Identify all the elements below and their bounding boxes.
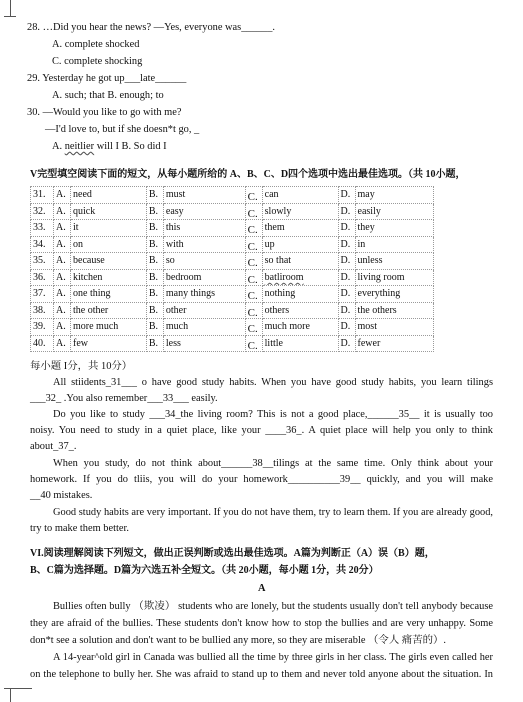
p4-line2: try to make them better. (30, 523, 129, 534)
option-d: they (355, 220, 433, 237)
option-b: bedroom (163, 269, 245, 286)
option-a: kitchen (71, 269, 147, 286)
option-letter-d: D. (338, 187, 355, 204)
option-letter-a: A. (54, 286, 71, 303)
option-letter-b: B. (146, 253, 163, 270)
option-d: living room (355, 269, 433, 286)
q30-options-wavy-word: neitlier (64, 141, 95, 152)
option-letter-b: B. (146, 236, 163, 253)
option-row-number: 40. (31, 335, 54, 352)
option-a: it (71, 220, 147, 237)
option-row (31, 269, 434, 286)
option-letter-d: D. (338, 335, 355, 352)
q28-option-c: C. complete shocking (52, 56, 143, 67)
option-b: with (163, 236, 245, 253)
option-letter-c-text: C. (247, 224, 258, 236)
option-letter-c (245, 269, 262, 286)
option-letter-c-text: C. (247, 306, 258, 319)
p2-line3: about_37_. (30, 441, 77, 452)
option-letter-d: D. (338, 286, 355, 303)
crop-mark-top-left-horizontal (4, 16, 16, 18)
option-row (31, 319, 434, 336)
option-letter-a: A. (54, 253, 71, 270)
option-b: less (163, 335, 245, 352)
option-a: because (71, 253, 147, 270)
option-row (31, 286, 434, 303)
option-c: up (262, 236, 338, 253)
option-letter-c-text: C. (247, 323, 258, 335)
option-letter-c (245, 253, 262, 270)
crop-mark-bottom-left (10, 688, 12, 702)
option-b: other (163, 302, 245, 319)
option-b: much (163, 319, 245, 336)
option-letter-a: A. (54, 269, 71, 286)
option-b: so (163, 253, 245, 270)
q29-options: A. such; that B. enough; to (52, 90, 164, 101)
option-b: must (163, 187, 245, 204)
p4-line1: Good study habits are very important. If you do not have them, try to learn them. If you are already good, (53, 507, 493, 518)
p3-line3: __40 mistakes. (30, 490, 93, 501)
option-letter-b: B. (146, 187, 163, 204)
option-letter-d: D. (338, 236, 355, 253)
cloze-options-table (30, 186, 434, 352)
option-letter-c (245, 220, 262, 237)
option-row (31, 335, 434, 352)
p3-line1: When you study, do not think about______38__tilings at the same time. Only think about your (53, 458, 493, 469)
option-row-number: 33. (31, 220, 54, 237)
section5-points: 每小题 I分，共 10分） (30, 361, 133, 372)
option-letter-c-text: C. (247, 257, 258, 269)
option-letter-b: B. (146, 302, 163, 319)
option-a: quick (71, 203, 147, 220)
option-row-number: 39. (31, 319, 54, 336)
option-letter-a: A. (54, 302, 71, 319)
crop-mark-bottom-left-horizontal (4, 688, 32, 690)
q28-option-a: A. complete shocked (52, 39, 140, 50)
option-letter-a: A. (54, 203, 71, 220)
option-a: one thing (71, 286, 147, 303)
option-letter-d: D. (338, 269, 355, 286)
option-c: others (262, 302, 338, 319)
question-29: 29. Yesterday he got up___late______ (27, 73, 187, 84)
q30-options (52, 140, 167, 153)
passage-a-line5: on the telephone to bully her. She was afraid to stand up to them and never told anyone about the situation. In (30, 669, 493, 680)
option-c: little (262, 335, 338, 352)
option-row (31, 236, 434, 253)
option-letter-d: D. (338, 253, 355, 270)
option-letter-d: D. (338, 203, 355, 220)
option-b: this (163, 220, 245, 237)
option-a: more much (71, 319, 147, 336)
option-row-number: 32. (31, 203, 54, 220)
option-b: easy (163, 203, 245, 220)
section5-heading: V完型填空阅读下面的短文，从每小题所给的 A、B、C、D四个选项中选出最佳选项。（共 10小题， (30, 169, 466, 180)
option-letter-b: B. (146, 203, 163, 220)
option-letter-a: A. (54, 319, 71, 336)
option-row-number: 37. (31, 286, 54, 303)
option-letter-c (245, 286, 262, 303)
option-letter-c (245, 236, 262, 253)
option-letter-d: D. (338, 220, 355, 237)
option-letter-c (245, 187, 262, 204)
option-letter-c-text: C. (247, 240, 258, 253)
p2-line1: Do you like to study ___34_the living room? This is not a good place,______35__ it is usually too (53, 409, 493, 420)
option-letter-d: D. (338, 319, 355, 336)
option-letter-a: A. (54, 236, 71, 253)
option-letter-b: B. (146, 286, 163, 303)
option-row-number: 35. (31, 253, 54, 270)
option-letter-a: A. (54, 187, 71, 204)
option-letter-b: B. (146, 220, 163, 237)
option-a: on (71, 236, 147, 253)
option-letter-c-text: C. (247, 207, 258, 220)
question-30: 30. —Would you like to go with me? (27, 107, 182, 118)
passage-a-line3: don*t see a solution and don't want to be bullied any more, so they are miserable （令人 痛苦的）. (30, 635, 446, 646)
option-row (31, 187, 434, 204)
option-letter-b: B. (146, 269, 163, 286)
option-d: most (355, 319, 433, 336)
option-row-number: 34. (31, 236, 54, 253)
q30-options-prefix: A. (52, 141, 65, 152)
option-letter-c-text: C. (247, 191, 258, 203)
p1-line1: All stiidents_31___ o have good study habits. When you have good study habits, you learn tilings (53, 377, 493, 388)
option-c: so that (262, 253, 338, 270)
option-letter-a: A. (54, 335, 71, 352)
passage-label: A (258, 583, 266, 594)
question-28: 28. …Did you hear the news? —Yes, everyone was______. (27, 22, 275, 33)
option-a: the other (71, 302, 147, 319)
option-row (31, 253, 434, 270)
option-d: easily (355, 203, 433, 220)
option-a: need (71, 187, 147, 204)
q30-options-suffix: will I B. So did I (94, 141, 167, 152)
option-b: many things (163, 286, 245, 303)
option-letter-c-text: C. (247, 290, 258, 302)
crop-mark-top-left (10, 0, 12, 16)
option-d: everything (355, 286, 433, 303)
option-row (31, 220, 434, 237)
option-letter-c-text: C. (247, 273, 258, 286)
option-letter-c (245, 319, 262, 336)
p3-line2: homework. If you do tliis, you will do your homework__________39__ quickly, and you will make (30, 474, 493, 485)
option-c: nothing (262, 286, 338, 303)
option-c: much more (262, 319, 338, 336)
option-letter-c (245, 335, 262, 352)
option-letter-c (245, 203, 262, 220)
option-d: the others (355, 302, 433, 319)
section6-heading-line1: VI.阅读理解阅读下列短文，做出正误判断或选出最佳选项。A篇为判断正（A）误（B）题， (30, 548, 435, 559)
option-d: may (355, 187, 433, 204)
option-a: few (71, 335, 147, 352)
option-row (31, 302, 434, 319)
passage-a-line4: A 14-year^old girl in Canada was bullied all the time by three girls in her class. The girls even called her (53, 652, 493, 663)
option-c: batliroom (262, 269, 338, 286)
option-d: in (355, 236, 433, 253)
option-letter-b: B. (146, 319, 163, 336)
section6-heading-line2: B、C篇为选择题。D篇为六选五补全短文。（共 20小题，每小题 1分，共 20分） (30, 565, 379, 576)
option-c: them (262, 220, 338, 237)
passage-a-line2: they are afraid of the bullies. These students don't know how to stop the bullies and are very unhappy. Some (30, 618, 493, 629)
option-letter-d: D. (338, 302, 355, 319)
option-d: unless (355, 253, 433, 270)
option-row-number: 38. (31, 302, 54, 319)
option-d: fewer (355, 335, 433, 352)
option-row-number: 36. (31, 269, 54, 286)
passage-a-line1: Bullies often bully （欺凌） students who are lonely, but the students usually don't tell anybody because (53, 601, 493, 612)
q30-reply: —I'd love to, but if she doesn*t go, _ (45, 124, 200, 135)
option-letter-b: B. (146, 335, 163, 352)
option-c: can (262, 187, 338, 204)
option-letter-c-text: C. (247, 339, 258, 352)
option-letter-a: A. (54, 220, 71, 237)
option-c: slowly (262, 203, 338, 220)
p1-line2: ___32_ .You also remember___33___ easily. (30, 393, 218, 404)
option-row (31, 203, 434, 220)
p2-line2: noisy. You need to study in a quiet place, like your ____36_. A quiet place will help you only to think (30, 425, 493, 436)
option-row-number: 31. (31, 187, 54, 204)
option-letter-c (245, 302, 262, 319)
